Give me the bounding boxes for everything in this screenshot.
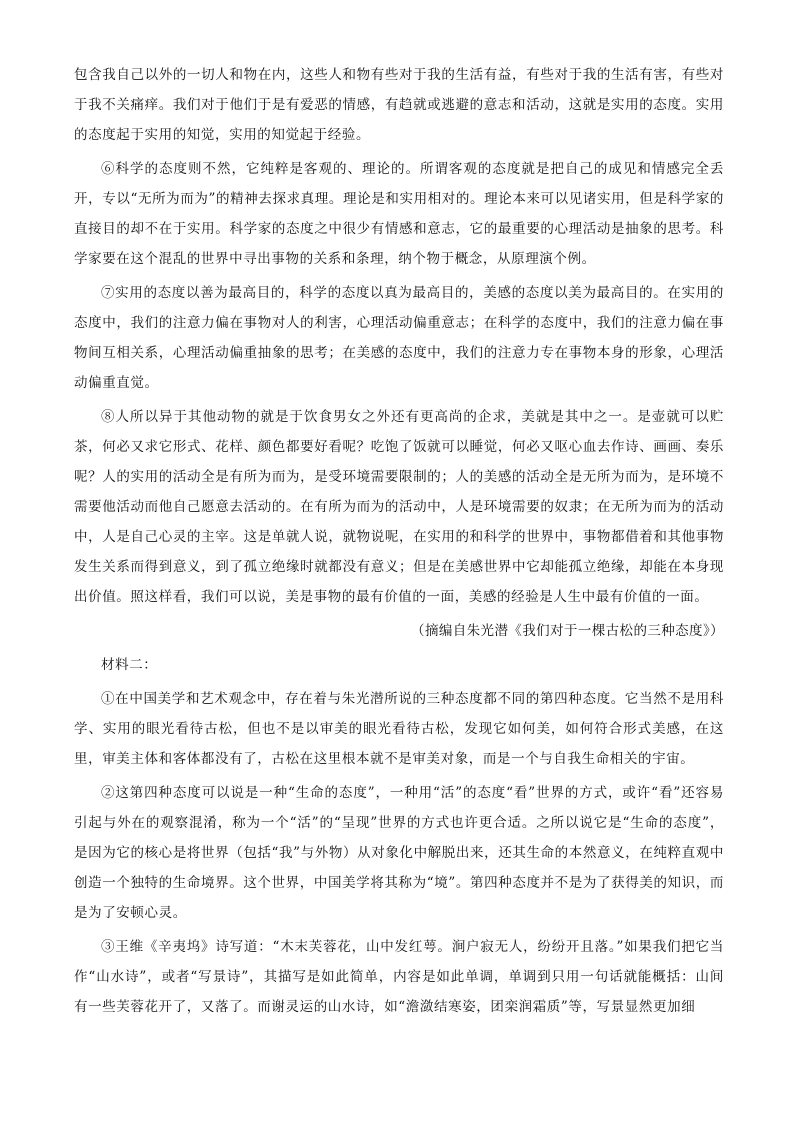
- paragraph-7-three-attitudes: ⑦实用的态度以善为最高目的，科学的态度以真为最高目的，美感的态度以美为最高目的。在实用的态度中，我们的注意力偏在事物对人的利害，心理活动偏重意志；在科学的态度中，我们的注意力偏在事物间互相关系，心理活动偏重抽象的思考；在美感的态度中，我们的注意力专在事物本身的形象，心理活动偏重直觉。: [74, 285, 724, 391]
- paragraph-8-beauty-value: ⑧人所以异于其他动物的就是于饮食男女之外还有更高尚的企求，美就是其中之一。是壶就可以贮茶，何必又求它形式、花样、颜色都要好看呢？吃饱了饭就可以睡觉，何必又呕心血去作诗、画画、奏乐呢？人的实用的活动全是有所为而为，是受环境需要限制的；人的美感的活动全是无所为而为，是环境不需要他活动而他自己愿意去活动的。在有所为而为的活动中，人是环境需要的奴隶；在无所为而为的活动中，人是自己心灵的主宰。这是单就人说，就物说呢，在实用的和科学的世界中，事物都借着和其他事物发生关系而得到意义，到了孤立绝缘时就都没有意义；但是在美感世界中它却能孤立绝缘，却能在本身现出价值。照这样看，我们可以说，美是事物的最有价值的一面，美感的经验是人生中最有价值的一面。: [74, 409, 724, 605]
- material-2-paragraph-1: ①在中国美学和艺术观念中，存在着与朱光潜所说的三种态度都不同的第四种态度。它当然不是用科学、实用的眼光看待古松，但也不是以审美的眼光看待古松，发现它如何美，如何符合形式美感，在这里，审美主体和客体都没有了，古松在这里根本就不是审美对象，而是一个与自我生命相关的宇宙。: [74, 691, 724, 767]
- material-1-source: （摘编自朱光潜《我们对于一棵古松的三种态度》）: [411, 623, 724, 639]
- material-2-paragraph-2: ②这第四种态度可以说是一种“生命的态度”，一种用“活”的态度“看”世界的方式，或许“看”还容易引起与外在的观察混淆，称为一个“活”的“呈现”世界的方式也许更合适。之所以说它是“生命的态度”，是因为它的核心是将世界（包括“我”与外物）从对象化中解脱出来，还其生命的本然意义，在纯粹直观中创造一个独特的生命境界。这个世界，中国美学将其称为“境”。第四种态度并不是为了获得美的知识，而是为了安顿心灵。: [74, 785, 724, 921]
- material-2-paragraph-3: ③王维《辛夷坞》诗写道：“木末芙蓉花，山中发红萼。涧户寂无人，纷纷开且落。”如果我们把它当作“山水诗”，或者“写景诗”，其描写是如此简单，内容是如此单调，单调到只用一句话就能概括：山间有一些芙蓉花开了，又落了。而谢灵运的山水诗，如“澹潋结寒姿，团栾润霜质”等，写景显然更加细: [74, 939, 724, 1015]
- document-page: [74, 60, 724, 1026]
- material-2-heading: 材料二：: [101, 657, 158, 673]
- paragraph-6-scientific-attitude: ⑥科学的态度则不然，它纯粹是客观的、理论的。所谓客观的态度就是把自己的成见和情感完全丢开，专以“无所为而为”的精神去探求真理。理论是和实用相对的。理论本来可以见诸实用，但是科学家的直接目的却不在于实用。科学家的态度之中很少有情感和意志，它的最重要的心理活动是抽象的思考。科学家要在这个混乱的世界中寻出事物的关系和条理，纳个物于概念，从原理演个例。: [74, 161, 724, 267]
- paragraph-intro-continued: 包含我自己以外的一切人和物在内，这些人和物有些对于我的生活有益，有些对于我的生活有害，有些对于我不关痛痒。我们对于他们于是有爱恶的情感，有趋就或逃避的意志和活动，这就是实用的态度。实用的态度起于实用的知觉，实用的知觉起于经验。: [74, 67, 724, 143]
